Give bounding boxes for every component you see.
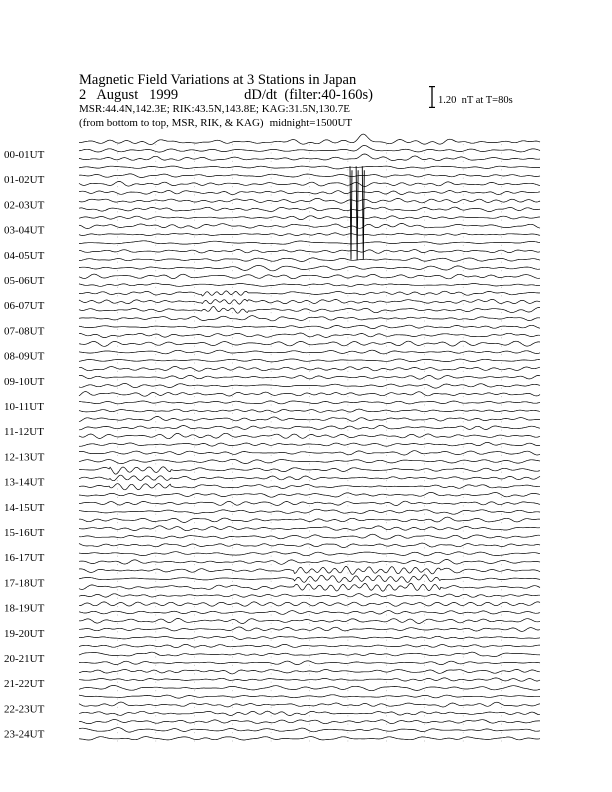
series-line-kag-20-21ut	[79, 644, 540, 647]
series-line-rik-08-09ut	[79, 350, 540, 354]
tick-label-hour: 04-05UT	[4, 249, 45, 262]
series-line-kag-03-04ut	[79, 216, 540, 220]
tick-label-hour: 12-13UT	[4, 451, 45, 464]
series-line-msr-09-10ut	[79, 384, 540, 389]
series-line-msr-01-02ut	[79, 181, 540, 186]
series-line-rik-05-06ut	[79, 274, 540, 279]
tick-label-hour: 18-19UT	[4, 602, 45, 615]
tick-label-hour: 01-02UT	[4, 174, 45, 187]
series-line-msr-02-03ut	[79, 207, 540, 211]
series-line-msr-07-08ut	[79, 333, 540, 338]
tick-label-hour: 08-09UT	[4, 350, 45, 363]
tick-label-hour: 17-18UT	[4, 577, 45, 590]
tick-label-hour: 14-15UT	[4, 501, 45, 514]
series-line-msr-15-16ut	[79, 534, 540, 539]
series-line-rik-22-23ut	[79, 702, 540, 707]
midnight-note: midnight=1500UT	[269, 117, 353, 129]
tick-label-hour: 21-22UT	[4, 678, 45, 691]
series-line-kag-12-13ut	[79, 442, 540, 446]
tick-label-hour: 20-21UT	[4, 653, 45, 665]
series-line-kag-07-08ut	[79, 316, 540, 321]
series-line-msr-10-11ut	[79, 409, 540, 412]
series-line-kag-01-02ut	[79, 166, 540, 169]
series-line-kag-23-24ut	[79, 720, 540, 724]
series-line-kag-18-19ut	[79, 594, 540, 598]
tick-label-hour: 11-12UT	[4, 426, 44, 439]
event-spike-2	[356, 166, 358, 260]
series-line-rik-00-01ut	[79, 146, 540, 153]
series-line-rik-02-03ut	[79, 198, 540, 203]
series-line-rik-18-19ut	[79, 602, 540, 606]
series-line-msr-00-01ut	[79, 154, 540, 161]
series-line-msr-20-21ut	[79, 661, 540, 665]
event-spike-1	[350, 166, 352, 260]
series-line-msr-12-13ut	[79, 459, 540, 463]
series-line-kag-10-11ut	[79, 392, 540, 397]
series-line-rik-20-21ut	[79, 652, 540, 657]
series-line-msr-11-12ut	[79, 433, 540, 438]
tick-label-hour: 15-16UT	[4, 527, 45, 539]
tick-label-hour: 23-24UT	[4, 728, 45, 741]
series-line-rik-04-05ut	[79, 249, 540, 253]
tick-label-hour: 06-07UT	[4, 300, 45, 313]
series-line-rik-01-02ut	[79, 174, 540, 178]
series-line-msr-23-24ut	[79, 737, 540, 740]
series-line-rik-12-13ut	[79, 451, 540, 455]
series-line-kag-16-17ut	[79, 543, 540, 548]
series-line-kag-00-01ut	[79, 134, 540, 144]
tick-label-hour: 00-01UT	[4, 149, 45, 161]
chart-title: Magnetic Field Variations at 3 Stations in Japan	[79, 72, 357, 88]
series-line-rik-15-16ut	[79, 526, 540, 531]
tick-label-hour: 03-04UT	[4, 224, 45, 237]
series-line-kag-04-05ut	[79, 241, 540, 244]
series-line-kag-13-14ut	[79, 467, 540, 474]
series-line-rik-14-15ut	[79, 501, 540, 505]
series-line-rik-11-12ut	[79, 425, 540, 430]
tick-label-hour: 16-17UT	[4, 552, 45, 565]
series-line-kag-08-09ut	[79, 341, 540, 346]
series-line-msr-18-19ut	[79, 611, 540, 615]
series-line-msr-21-22ut	[79, 685, 540, 690]
series-line-rik-03-04ut	[79, 223, 540, 228]
series-line-msr-14-15ut	[79, 509, 540, 514]
series-line-kag-14-15ut	[79, 492, 540, 497]
series-line-kag-11-12ut	[79, 416, 540, 421]
series-line-rik-21-22ut	[79, 678, 540, 681]
series-line-msr-03-04ut	[79, 233, 540, 236]
series-line-msr-22-23ut	[79, 711, 540, 716]
tick-label-hour: 07-08UT	[4, 325, 45, 338]
event-spike-3	[362, 166, 364, 260]
tick-label-hour: 10-11UT	[4, 401, 44, 413]
series-line-msr-19-20ut	[79, 636, 540, 639]
series-line-kag-02-03ut	[79, 191, 540, 195]
series-line-kag-22-23ut	[79, 695, 540, 698]
series-line-msr-05-06ut	[79, 283, 540, 286]
series-line-rik-19-20ut	[79, 627, 540, 631]
series-line-msr-16-17ut	[79, 559, 540, 564]
series-line-kag-19-20ut	[79, 618, 540, 623]
tick-label-hour: 19-20UT	[4, 627, 45, 640]
chart-date: 2 August 1999	[79, 87, 179, 103]
series-line-kag-15-16ut	[79, 517, 540, 522]
tick-label-hour: 05-06UT	[4, 275, 45, 287]
series-line-rik-07-08ut	[79, 325, 540, 328]
series-line-rik-10-11ut	[79, 401, 540, 404]
series-line-rik-09-10ut	[79, 375, 540, 379]
series-line-msr-04-05ut	[79, 258, 540, 262]
series-line-rik-23-24ut	[79, 728, 540, 733]
tick-label-hour: 13-14UT	[4, 476, 45, 489]
chart-quantity: dD/dt (filter:40-160s)	[244, 87, 373, 103]
series-line-msr-08-09ut	[79, 359, 540, 362]
series-line-rik-16-17ut	[79, 552, 540, 556]
series-line-rik-06-07ut	[79, 299, 540, 304]
station-order-note: (from bottom to top, MSR, RIK, & KAG)	[79, 117, 264, 129]
series-line-kag-09-10ut	[79, 367, 540, 372]
tick-label-hour: 02-03UT	[4, 199, 45, 212]
series-line-rik-13-14ut	[79, 475, 540, 481]
scale-label: 1.20 nT at T=80s	[438, 95, 513, 106]
tick-label-hour: 22-23UT	[4, 703, 45, 716]
tick-label-hour: 09-10UT	[4, 375, 45, 388]
station-coordinates: MSR:44.4N,142.3E; RIK:43.5N,143.8E; KAG:31.5N,130.7E	[79, 103, 351, 115]
